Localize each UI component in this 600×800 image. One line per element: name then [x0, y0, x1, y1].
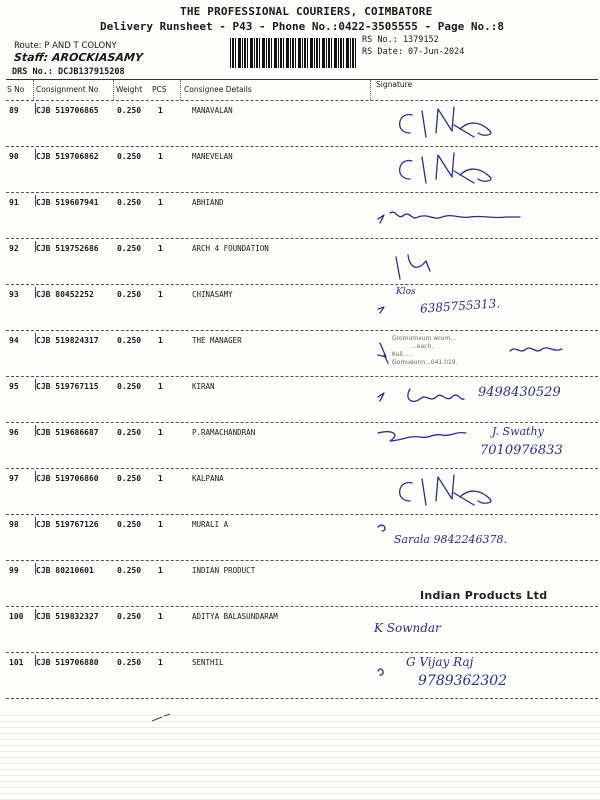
- table-row: [0, 241, 600, 287]
- table-row: [0, 609, 600, 655]
- signature-scribble: [370, 333, 595, 379]
- weight-cell: 0.250: [117, 244, 142, 253]
- row-bracket: [35, 195, 40, 206]
- sno-cell: 94: [9, 336, 19, 345]
- sno-cell: 95: [9, 382, 19, 391]
- consignee-cell: KIRAN: [192, 382, 215, 391]
- signature-cell: [370, 287, 595, 333]
- route-label: Route: P AND T COLONY: [14, 41, 117, 51]
- consignee-cell: ARCH 4 FOUNDATION: [192, 244, 269, 253]
- drs-number: DRS No.: DCJB137915208: [12, 67, 125, 77]
- pcs-cell: 1: [158, 428, 163, 437]
- weight-cell: 0.250: [117, 566, 142, 575]
- table-row: [0, 471, 600, 517]
- signature-cell: [370, 655, 595, 701]
- pcs-cell: 1: [158, 474, 163, 483]
- col-consignee-header: Consignee Details: [184, 85, 252, 94]
- sno-cell: 98: [9, 520, 19, 529]
- col-signature-header: Signature: [376, 80, 413, 89]
- table-row: [0, 195, 600, 241]
- signature-phone: 6385755313.: [419, 296, 501, 316]
- signature-cell: [370, 241, 595, 287]
- consignee-cell: THE MANAGER: [192, 336, 242, 345]
- table-row: [0, 103, 600, 149]
- consignee-cell: INDIAN PRODUCT: [192, 566, 256, 575]
- consignee-cell: P.RAMACHANDRAN: [192, 428, 256, 437]
- weight-cell: 0.250: [117, 612, 142, 621]
- pcs-cell: 1: [158, 244, 163, 253]
- signature-cell: [370, 425, 595, 471]
- signature-name: J. Swathy: [492, 425, 544, 438]
- weight-cell: 0.250: [117, 106, 142, 115]
- pcs-cell: 1: [158, 658, 163, 667]
- barcode: [230, 38, 358, 68]
- rs-date: RS Date: 07-Jun-2024: [362, 47, 465, 57]
- row-bracket: [35, 609, 40, 620]
- company-stamp: Indian Products Ltd: [420, 589, 548, 602]
- company-title: THE PROFESSIONAL COURIERS, COIMBATORE: [180, 5, 433, 18]
- sno-cell: 91: [9, 198, 19, 207]
- consignment-cell: CJB 519832327: [36, 612, 99, 621]
- signature-cell: [370, 379, 595, 425]
- signature-name: Klos: [396, 287, 416, 297]
- row-bracket: [35, 563, 40, 574]
- table-row: [0, 149, 600, 195]
- signature-scribble: [370, 241, 595, 287]
- signature-cell: [370, 333, 595, 379]
- pen-mark: [150, 713, 170, 721]
- col-divider: [33, 80, 34, 100]
- row-bracket: [35, 287, 40, 298]
- pcs-cell: 1: [158, 290, 163, 299]
- row-bracket: [35, 655, 40, 666]
- col-divider: [113, 80, 114, 100]
- weight-cell: 0.250: [117, 290, 142, 299]
- col-sno-header: S No: [7, 85, 25, 94]
- consignee-cell: ADITYA BALASUNDARAM: [192, 612, 278, 621]
- signature-cell: [370, 471, 595, 517]
- col-divider: [180, 80, 181, 100]
- table-row: [0, 333, 600, 379]
- pcs-cell: 1: [158, 566, 163, 575]
- signature-text: Sarala 9842246378.: [394, 533, 507, 546]
- consignee-cell: SENTHIL: [192, 658, 224, 667]
- consignment-cell: CJB 519706860: [36, 474, 99, 483]
- consignment-cell: CJB 519686687: [36, 428, 99, 437]
- col-divider: [370, 80, 371, 100]
- consignment-cell: CJB 80452252: [36, 290, 94, 299]
- signature-cell: [370, 103, 595, 149]
- consignee-cell: CHINASAMY: [192, 290, 233, 299]
- pcs-cell: 1: [158, 198, 163, 207]
- rs-number: RS No.: 1379152: [362, 35, 439, 45]
- consignment-cell: CJB 519824317: [36, 336, 99, 345]
- row-bracket: [35, 241, 40, 252]
- cn-rtn-mark: [370, 103, 595, 149]
- row-bracket: [35, 517, 40, 528]
- consignment-cell: CJB 519706865: [36, 106, 99, 115]
- table-row: [0, 425, 600, 471]
- consignee-cell: MANAVALAN: [192, 106, 233, 115]
- table-row: [0, 655, 600, 701]
- sno-cell: 90: [9, 152, 19, 161]
- pcs-cell: 1: [158, 106, 163, 115]
- sno-cell: 89: [9, 106, 19, 115]
- col-consignment-header: Consignment No: [36, 85, 99, 94]
- consignment-cell: CJB 519706862: [36, 152, 99, 161]
- pcs-cell: 1: [158, 152, 163, 161]
- staff-label: Staff: AROCKIASAMY: [13, 51, 144, 64]
- sno-cell: 100: [9, 612, 24, 621]
- pcs-cell: 1: [158, 336, 163, 345]
- weight-cell: 0.250: [117, 428, 142, 437]
- consignee-cell: MURALI A: [192, 520, 229, 529]
- signature-name: G Vijay Raj: [406, 655, 474, 669]
- col-weight-header: Weight: [116, 85, 143, 94]
- signature-scribble: [370, 195, 595, 241]
- sno-cell: 96: [9, 428, 19, 437]
- weight-cell: 0.250: [117, 474, 142, 483]
- sno-cell: 101: [9, 658, 24, 667]
- table-row: [0, 517, 600, 563]
- table-row: [0, 287, 600, 333]
- consignment-cell: CJB 519767115: [36, 382, 99, 391]
- consignment-cell: CJB 519767126: [36, 520, 99, 529]
- consignee-cell: ABHIAND: [192, 198, 224, 207]
- consignee-cell: MANEVELAN: [192, 152, 233, 161]
- sno-cell: 93: [9, 290, 19, 299]
- weight-cell: 0.250: [117, 658, 142, 667]
- runsheet-title: Delivery Runsheet - P43 - Phone No.:0422-3505555 - Page No.:8: [100, 20, 504, 33]
- weight-cell: 0.250: [117, 152, 142, 161]
- pcs-cell: 1: [158, 612, 163, 621]
- sno-cell: 99: [9, 566, 19, 575]
- signature-cell: [370, 195, 595, 241]
- consignee-cell: KALPANA: [192, 474, 224, 483]
- receipt-stamp: Gromumxum wrum... ...each, Kuli..... Gomueunn...041.019.: [392, 335, 458, 366]
- signature-cell: [370, 517, 595, 563]
- col-pcs-header: PCS: [152, 85, 167, 94]
- consignment-cell: CJB 519607941: [36, 198, 99, 207]
- cn-rtn-mark: [370, 149, 595, 195]
- row-bracket: [35, 333, 40, 344]
- row-bracket: [35, 379, 40, 390]
- sno-cell: 97: [9, 474, 19, 483]
- row-bracket: [35, 149, 40, 160]
- signature-cell: [370, 563, 595, 609]
- header-top-rule: [6, 79, 598, 80]
- consignment-cell: CJB 519752686: [36, 244, 99, 253]
- signature-phone: 9498430529: [478, 385, 561, 400]
- weight-cell: 0.250: [117, 382, 142, 391]
- faded-backside-text: [0, 712, 600, 800]
- pcs-cell: 1: [158, 520, 163, 529]
- consignment-cell: CJB 80210601: [36, 566, 94, 575]
- row-bracket: [35, 103, 40, 114]
- row-bracket: [35, 425, 40, 436]
- consignment-cell: CJB 519706880: [36, 658, 99, 667]
- weight-cell: 0.250: [117, 198, 142, 207]
- cn-rtn-mark: [370, 471, 595, 517]
- weight-cell: 0.250: [117, 520, 142, 529]
- signature-phone: 7010976833: [480, 443, 563, 458]
- table-row: [0, 563, 600, 609]
- signature-cell: [370, 149, 595, 195]
- weight-cell: 0.250: [117, 336, 142, 345]
- signature-text: K Sowndar: [374, 621, 441, 635]
- sno-cell: 92: [9, 244, 19, 253]
- table-row: [0, 379, 600, 425]
- signature-cell: [370, 609, 595, 655]
- pcs-cell: 1: [158, 382, 163, 391]
- row-bracket: [35, 471, 40, 482]
- header-bottom-rule: [6, 100, 598, 101]
- signature-phone: 9789362302: [418, 673, 508, 689]
